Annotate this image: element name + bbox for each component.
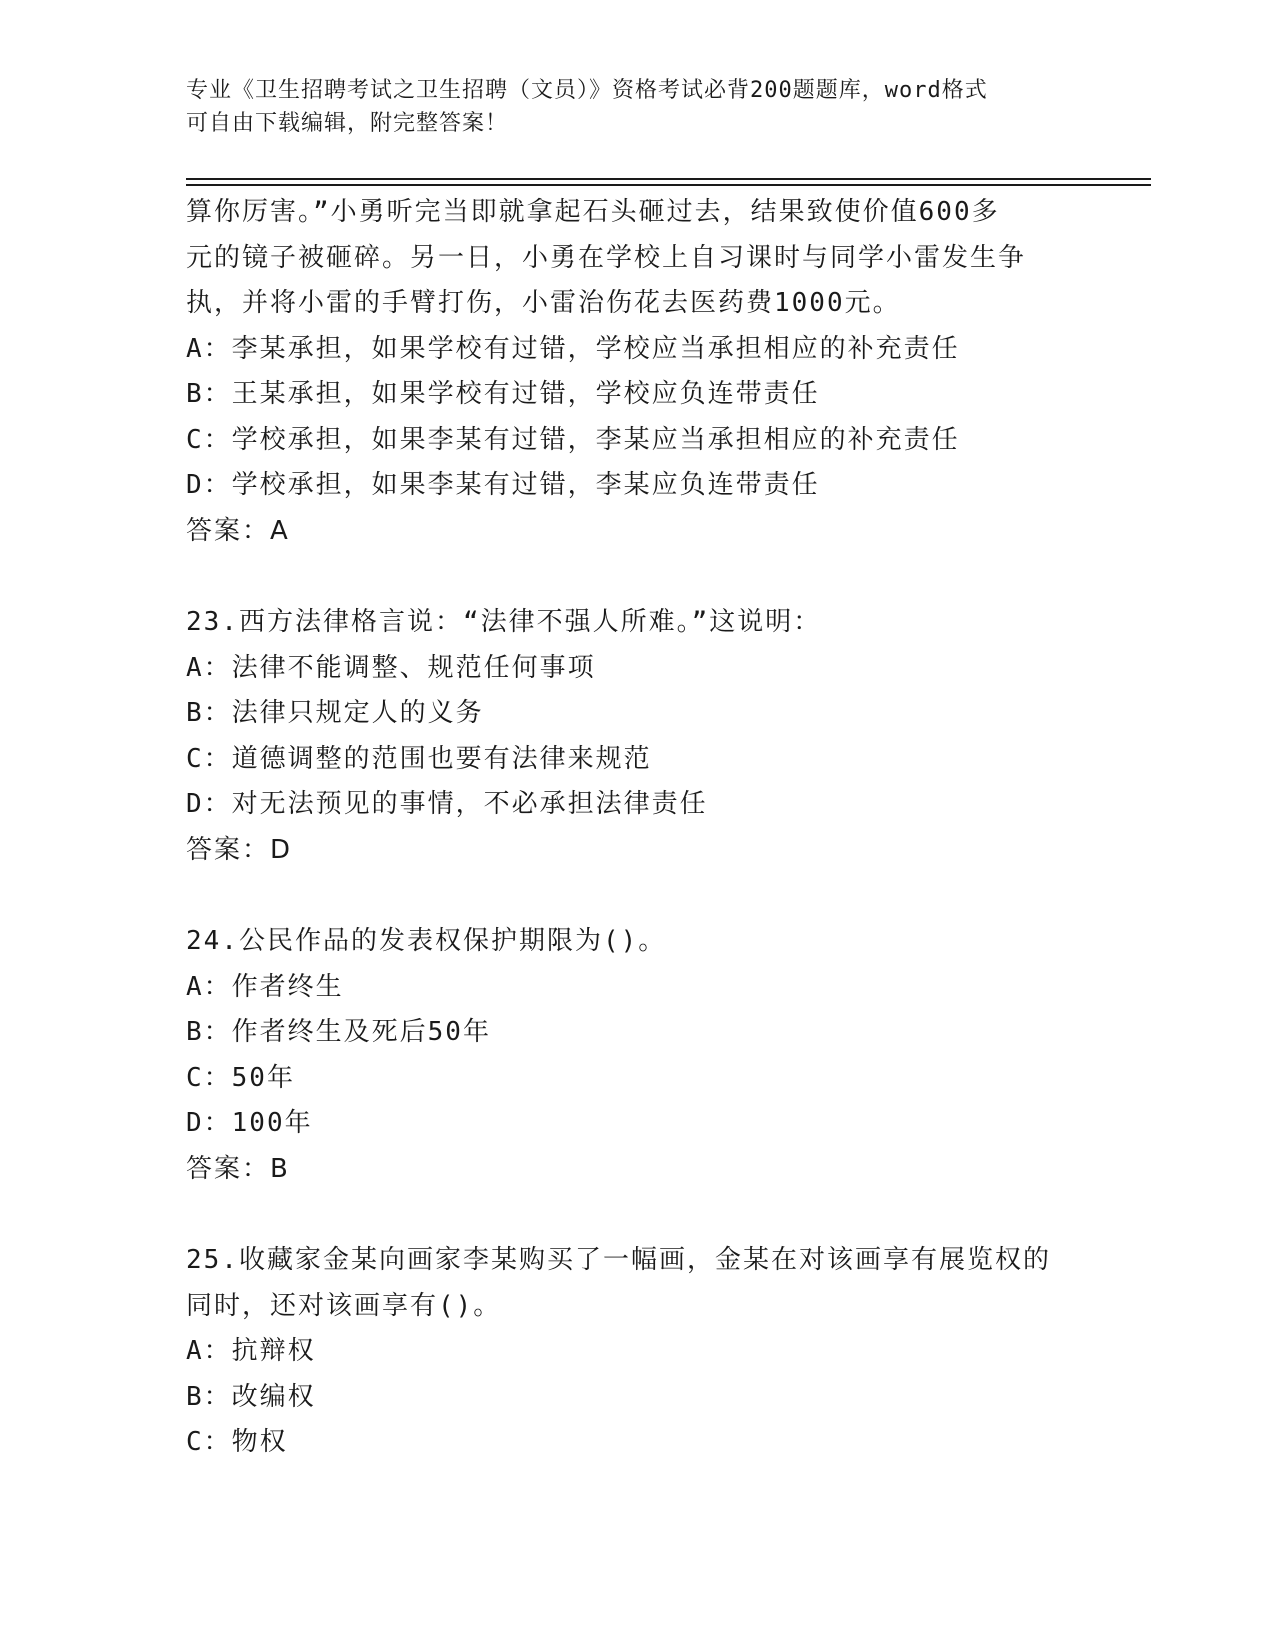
question-22-stem-line-3: 执，并将小雷的手臂打伤，小雷治伤花去医药费1000元。	[186, 288, 901, 318]
header-line-1: 专业《卫生招聘考试之卫生招聘（文员）》资格考试必背200题题库，word格式	[186, 78, 988, 103]
question-23-option-d: D：对无法预见的事情，不必承担法律责任	[186, 789, 708, 819]
document-header	[186, 74, 1086, 140]
question-content	[186, 190, 1086, 1466]
question-22-option-b: B：王某承担，如果学校有过错，学校应负连带责任	[186, 379, 820, 409]
question-25-option-a: A：抗辩权	[186, 1336, 316, 1366]
header-line-2: 可自由下载编辑，附完整答案！	[186, 111, 509, 136]
question-24	[186, 919, 1086, 1192]
question-22-option-d: D：学校承担，如果李某有过错，李某应负连带责任	[186, 470, 820, 500]
question-23	[186, 600, 1086, 873]
question-24-option-b: B：作者终生及死后50年	[186, 1017, 491, 1047]
header-divider-top	[186, 178, 1151, 180]
question-22	[186, 190, 1086, 554]
question-25	[186, 1238, 1086, 1466]
header-divider-bottom	[186, 184, 1151, 186]
question-25-stem-line-2: 同时，还对该画享有()。	[186, 1290, 502, 1321]
question-24-option-a: A：作者终生	[186, 971, 344, 1002]
question-25-option-c: C：物权	[186, 1427, 288, 1457]
question-23-option-b: B：法律只规定人的义务	[186, 698, 484, 728]
question-22-option-c: C：学校承担，如果李某有过错，李某应当承担相应的补充责任	[186, 424, 960, 455]
question-23-stem: 23.西方法律格言说：“法律不强人所难。”这说明：	[186, 607, 822, 637]
question-24-option-d: D：100年	[186, 1108, 313, 1138]
question-23-option-a: A：法律不能调整、规范任何事项	[186, 652, 596, 683]
question-24-stem: 24.公民作品的发表权保护期限为()。	[186, 926, 667, 956]
question-23-option-c: C：道德调整的范围也要有法律来规范	[186, 743, 652, 774]
question-22-answer: 答案：A	[186, 515, 290, 546]
question-25-stem-line-1: 25.收藏家金某向画家李某购买了一幅画，金某在对该画享有展览权的	[186, 1245, 1051, 1275]
question-25-option-b: B：改编权	[186, 1381, 316, 1412]
spacer	[186, 1192, 1086, 1238]
question-23-answer: 答案：D	[186, 834, 293, 865]
spacer	[186, 873, 1086, 919]
question-22-stem-line-1: 算你厉害。”小勇听完当即就拿起石头砸过去，结果致使价值600多	[186, 197, 1000, 227]
question-22-option-a: A：李某承担，如果学校有过错，学校应当承担相应的补充责任	[186, 333, 960, 364]
question-22-stem-line-2: 元的镜子被砸碎。另一日，小勇在学校上自习课时与同学小雷发生争	[186, 242, 1027, 273]
question-24-answer: 答案：B	[186, 1153, 290, 1184]
question-24-option-c: C：50年	[186, 1062, 295, 1093]
spacer	[186, 554, 1086, 600]
